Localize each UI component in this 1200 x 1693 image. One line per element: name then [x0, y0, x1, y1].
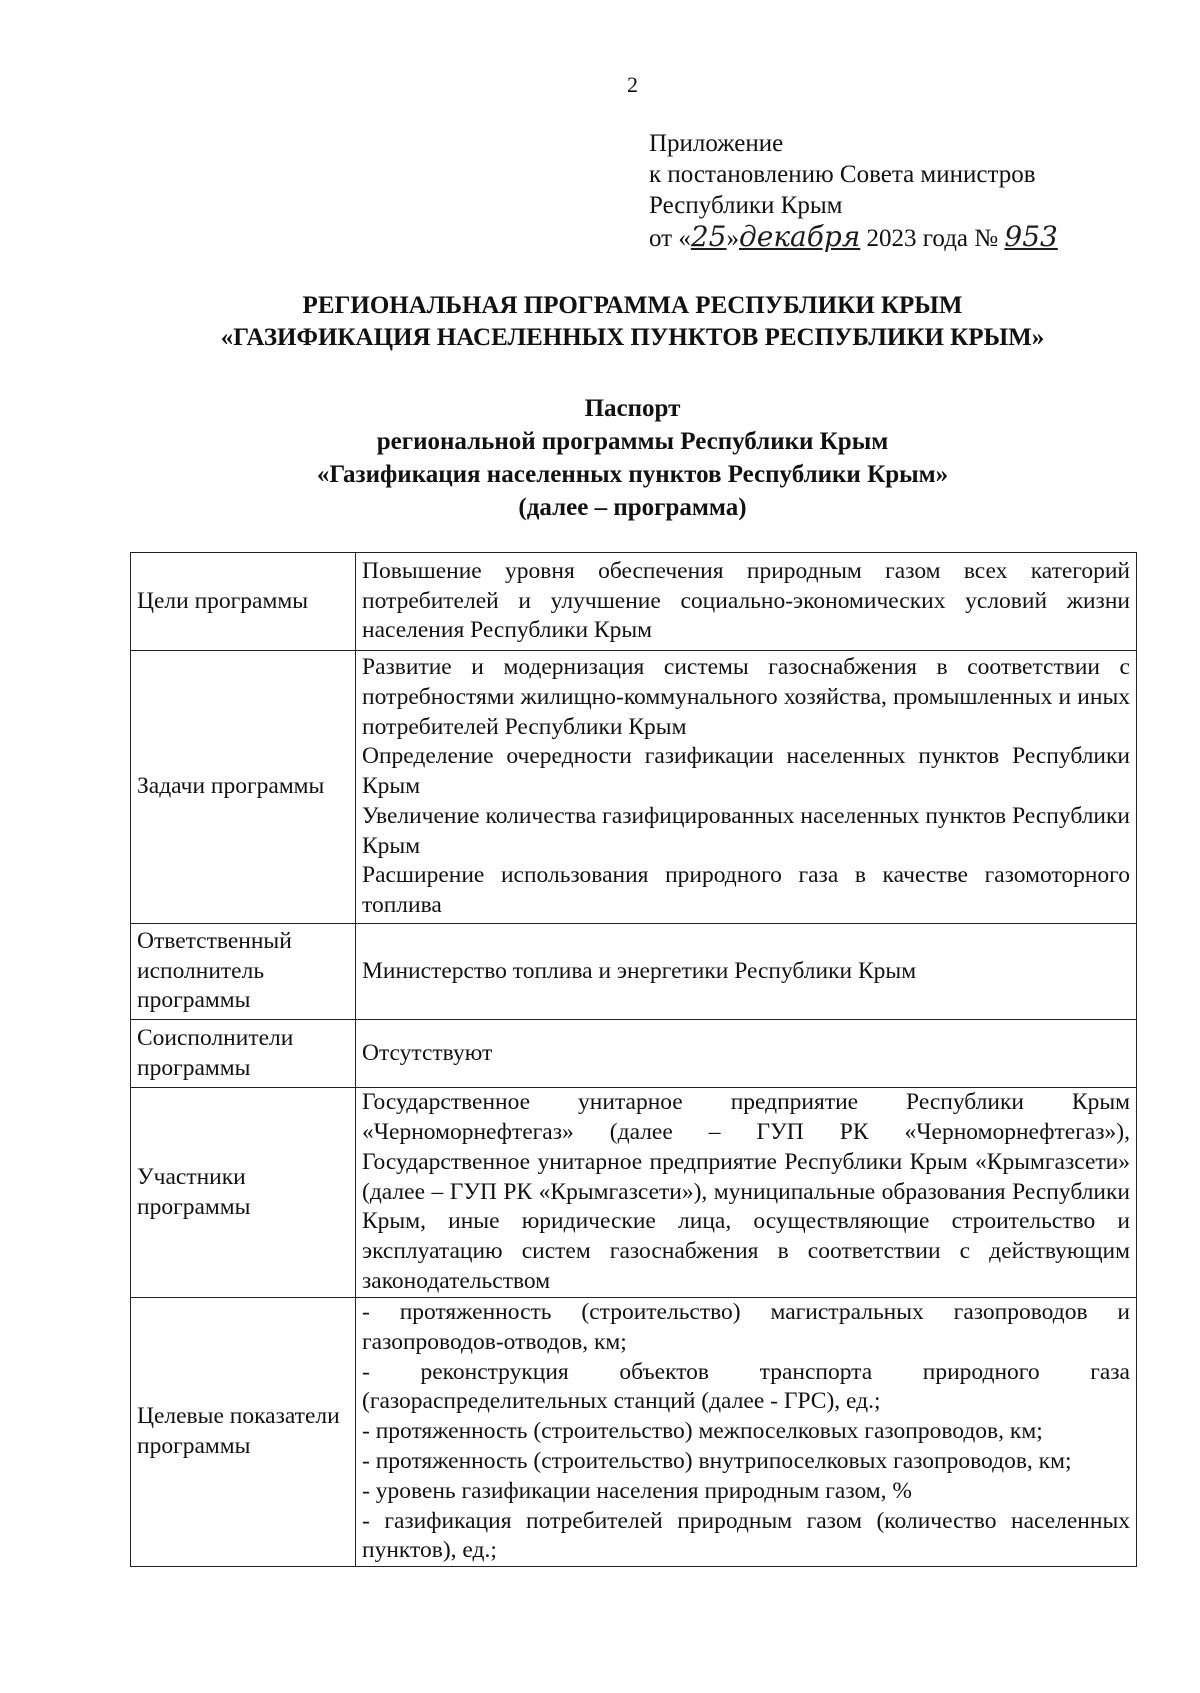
list-item: Расширение использования природного газа в качестве газомоторного топлива [362, 862, 1130, 919]
row-value [356, 651, 1137, 924]
date-year-text: 2023 года № [860, 225, 1005, 252]
program-title-line: РЕГИОНАЛЬНАЯ ПРОГРАММА РЕСПУБЛИКИ КРЫМ [302, 292, 963, 319]
table-row-goals [131, 553, 1137, 651]
row-label: Цели программы [131, 553, 356, 651]
program-title-line: «ГАЗИФИКАЦИЯ НАСЕЛЕННЫХ ПУНКТОВ РЕСПУБЛИКИ КРЫМ» [220, 324, 1045, 351]
row-label: Задачи программы [131, 651, 356, 924]
list-item: - уровень газификации населения природным газом, % [362, 1477, 912, 1504]
row-value: Отсутствуют [356, 1020, 1137, 1088]
table-row-participants [131, 1088, 1137, 1298]
handwritten-document-number: 953 [1004, 220, 1058, 253]
appendix-line: Республики Крым [649, 192, 843, 219]
list-item: Развитие и модернизация системы газоснабжения в соответствии с потребностями жилищно-коммунального хозяйства, промышленных и иных потребителей Республики Крым [362, 653, 1130, 740]
list-item: - реконструкция объектов транспорта природного газа (газораспределительных станций (далее - ГРС), ед.; [362, 1358, 1130, 1415]
passport-heading-line: Паспорт [584, 395, 681, 422]
row-value: Государственное унитарное предприятие Республики Крым «Черноморнефтегаз» (далее – ГУП РК «Черноморнефтегаз»), Государственное унитарное предприятие Республики Крым «Крымгазсети» (далее – ГУП РК «Крымгазсети»), муниципальные образования Республики Крым, иные юридические лица, осуществляющие строительство и эксплуатацию систем газоснабжения в соответствии с действующим законодательством [356, 1088, 1137, 1298]
appendix-line: к постановлению Совета министров [649, 161, 1036, 188]
table-row-tasks [131, 651, 1137, 924]
appendix-date-line [649, 221, 1058, 254]
table-row-coexecutors [131, 1020, 1137, 1088]
program-title [0, 290, 1200, 354]
table-row-indicators [131, 1298, 1137, 1567]
passport-table [130, 552, 1137, 1567]
table-row-executor [131, 924, 1137, 1020]
list-item: - протяженность (строительство) внутрипоселковых газопроводов, км; [362, 1447, 1072, 1474]
passport-heading-line: региональной программы Республики Крым [376, 428, 889, 455]
handwritten-month: декабря [739, 220, 861, 253]
list-item: Увеличение количества газифицированных населенных пунктов Республики Крым [362, 802, 1130, 859]
passport-heading-line: «Газификация населенных пунктов Республики Крым» [316, 461, 949, 488]
passport-heading [0, 392, 1200, 524]
handwritten-day: 25 [690, 220, 727, 253]
row-label: Целевые показатели программы [131, 1298, 356, 1567]
row-label: Ответственный исполнитель программы [131, 924, 356, 1020]
page-number: 2 [627, 72, 638, 97]
appendix-line: Приложение [649, 130, 784, 157]
appendix-block [649, 128, 1058, 254]
list-item: Определение очередности газификации населенных пунктов Республики Крым [362, 743, 1130, 800]
row-label: Соисполнители программы [131, 1020, 356, 1088]
list-item: - протяженность (строительство) межпоселковых газопроводов, км; [362, 1418, 1043, 1445]
list-item: - газификация потребителей природным газом (количество населенных пунктов), ед.; [362, 1507, 1130, 1564]
row-label: Участники программы [131, 1088, 356, 1298]
date-prefix: от « [649, 225, 691, 252]
passport-heading-line: (далее – программа) [518, 494, 747, 521]
row-value: Повышение уровня обеспечения природным газом всех категорий потребителей и улучшение социально-экономических условий жизни населения Республики Крым [356, 553, 1137, 651]
list-item: - протяженность (строительство) магистральных газопроводов и газопроводов-отводов, км; [362, 1299, 1130, 1355]
date-separator: » [726, 225, 739, 252]
row-value [356, 1298, 1137, 1567]
row-value: Министерство топлива и энергетики Республики Крым [356, 924, 1137, 1020]
